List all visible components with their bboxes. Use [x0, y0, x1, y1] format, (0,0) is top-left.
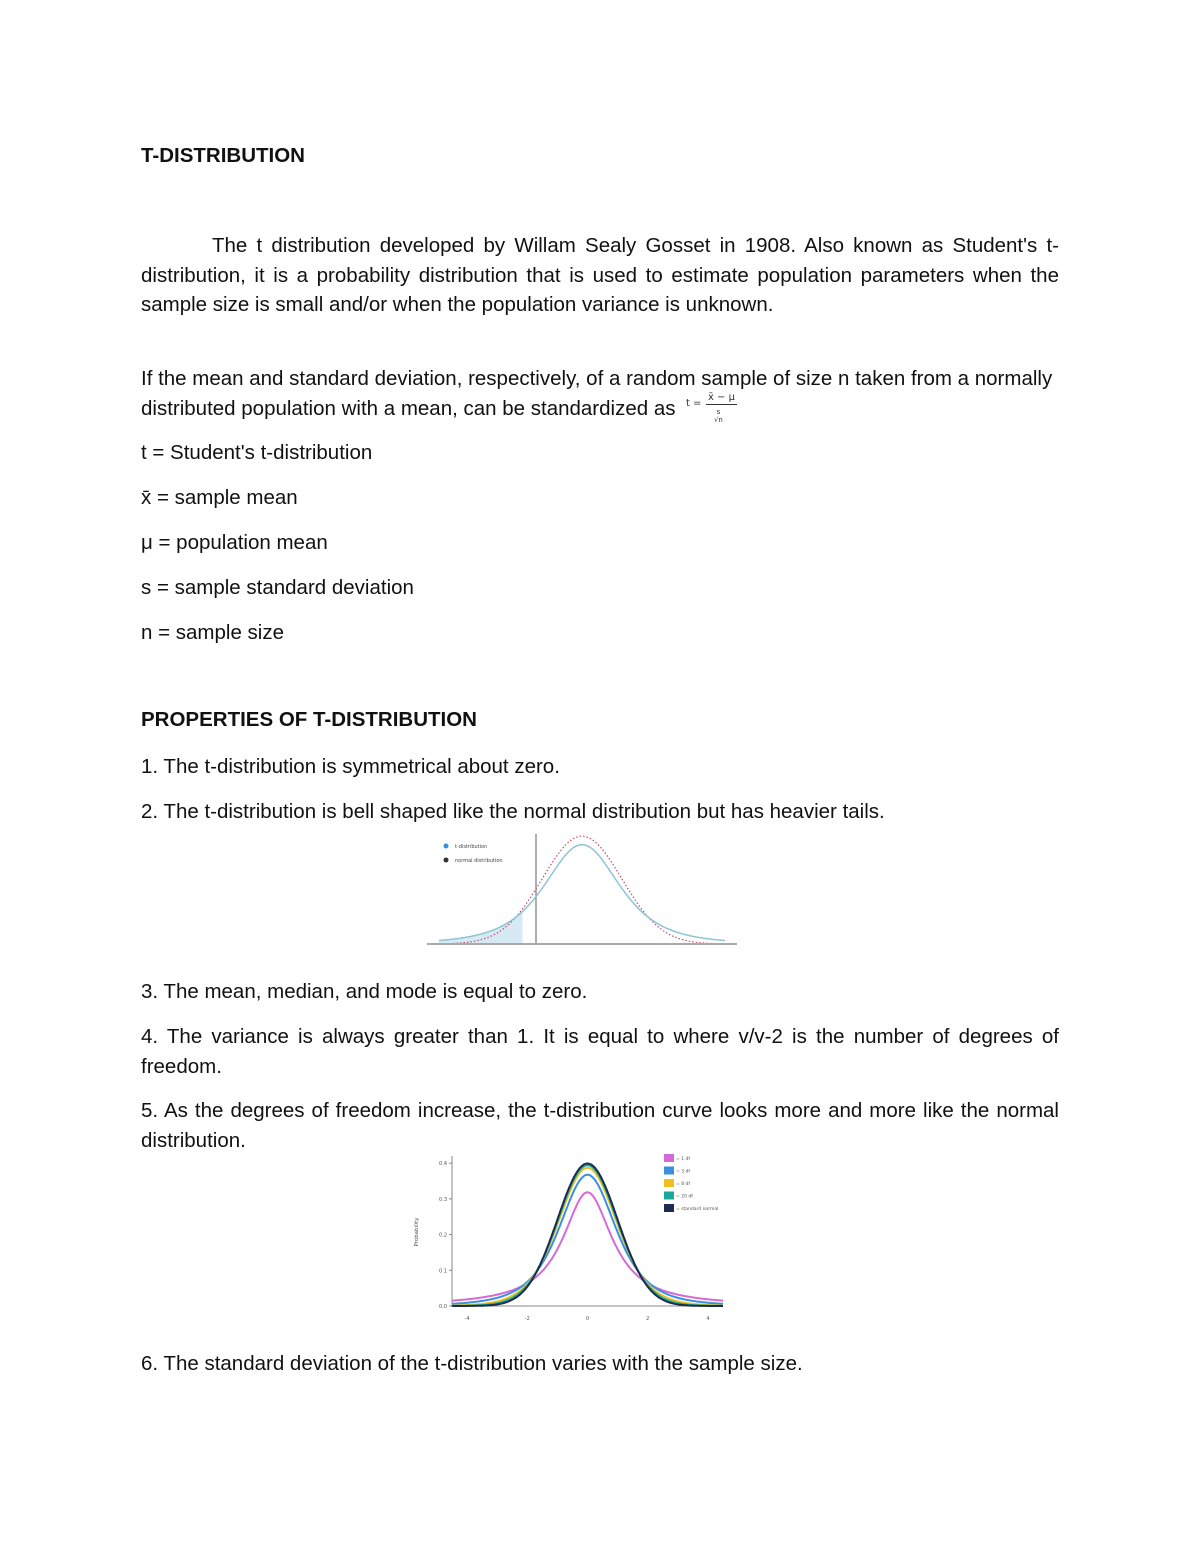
y-tick-label: 0.0	[439, 1304, 447, 1310]
legend-label-t: t-distribution	[455, 844, 488, 850]
legend-swatch	[664, 1154, 674, 1162]
legend-marker-normal	[444, 858, 449, 863]
legend-label-normal: normal distribution	[455, 858, 503, 864]
y-axis-label: Probability	[414, 1217, 420, 1247]
legend-label: = 8 df	[676, 1182, 690, 1187]
x-tick-label: 4	[706, 1316, 710, 1322]
definition-t: t = Student's t-distribution	[141, 441, 373, 464]
property-4: 4. The variance is always greater than 1. It is equal to where v/v-2 is the number of degrees of freedom.	[141, 1025, 1059, 1078]
legend-label: = 20 df	[676, 1194, 693, 1200]
intro-paragraph: The t distribution developed by Willam Sealy Gosset in 1908. Also known as Student's t-distribution, it is a probability distribution that is used to estimate population parameters when the sample size is small and/or when the population variance is unknown.	[141, 234, 1059, 316]
property-5: 5. As the degrees of freedom increase, the t-distribution curve looks more and more like the normal distribution.	[141, 1099, 1059, 1152]
legend	[444, 844, 503, 865]
standardize-text: If the mean and standard deviation, respectively, of a random sample of size n taken from a normally distributed population with a mean, can be standardized as	[141, 367, 1053, 420]
property-3: 3. The mean, median, and mode is equal to zero.	[141, 980, 588, 1003]
formula-denominator	[714, 408, 723, 424]
axes	[452, 1156, 723, 1306]
standardize-paragraph	[141, 364, 1059, 424]
legend-swatch	[664, 1192, 674, 1200]
legend-label: = 3 df	[676, 1169, 690, 1175]
definition-s: s = sample standard deviation	[141, 576, 414, 599]
x-tick-label: 0	[585, 1316, 590, 1322]
definition-n: n = sample size	[141, 621, 284, 644]
x-tick-label: -4	[464, 1316, 470, 1322]
page-title: T-DISTRIBUTION	[141, 144, 305, 167]
property-6: 6. The standard deviation of the t-distribution varies with the sample size.	[141, 1352, 803, 1375]
t-vs-normal-chart	[425, 830, 740, 948]
y-tick-label: 0.2	[439, 1232, 447, 1239]
normal-distribution-curve	[439, 836, 725, 944]
formula-denominator-top: s	[716, 407, 721, 416]
t-statistic-formula	[684, 391, 746, 424]
x-tick-label: -2	[524, 1316, 530, 1322]
series-line-8	[452, 1168, 723, 1306]
t-degrees-of-freedom-chart	[408, 1148, 740, 1326]
x-tick-label: 2	[646, 1316, 650, 1322]
formula-lhs: t =	[685, 397, 702, 409]
property-1: 1. The t-distribution is symmetrical about zero.	[141, 755, 560, 778]
formula-numerator: x̄ − μ	[707, 391, 735, 403]
property-2: 2. The t-distribution is bell shaped like the normal distribution but has heavier tails.	[141, 800, 885, 823]
legend-marker-t	[444, 844, 449, 849]
legend-label: = standard normal	[676, 1207, 719, 1212]
legend-swatch	[664, 1167, 674, 1175]
properties-heading: PROPERTIES OF T-DISTRIBUTION	[141, 708, 477, 731]
legend-swatch	[664, 1179, 674, 1187]
legend-swatch	[664, 1204, 674, 1212]
legend-label: = 1 df	[676, 1157, 690, 1162]
y-tick-label: 0.4	[439, 1161, 447, 1168]
y-tick-label: 0.1	[439, 1268, 447, 1275]
definition-xbar: x̄ = sample mean	[141, 486, 298, 509]
definition-mu: μ = population mean	[141, 531, 328, 554]
formula-denominator-bottom: √n	[713, 415, 723, 424]
legend	[664, 1154, 718, 1212]
y-tick-label: 0.3	[439, 1196, 447, 1203]
